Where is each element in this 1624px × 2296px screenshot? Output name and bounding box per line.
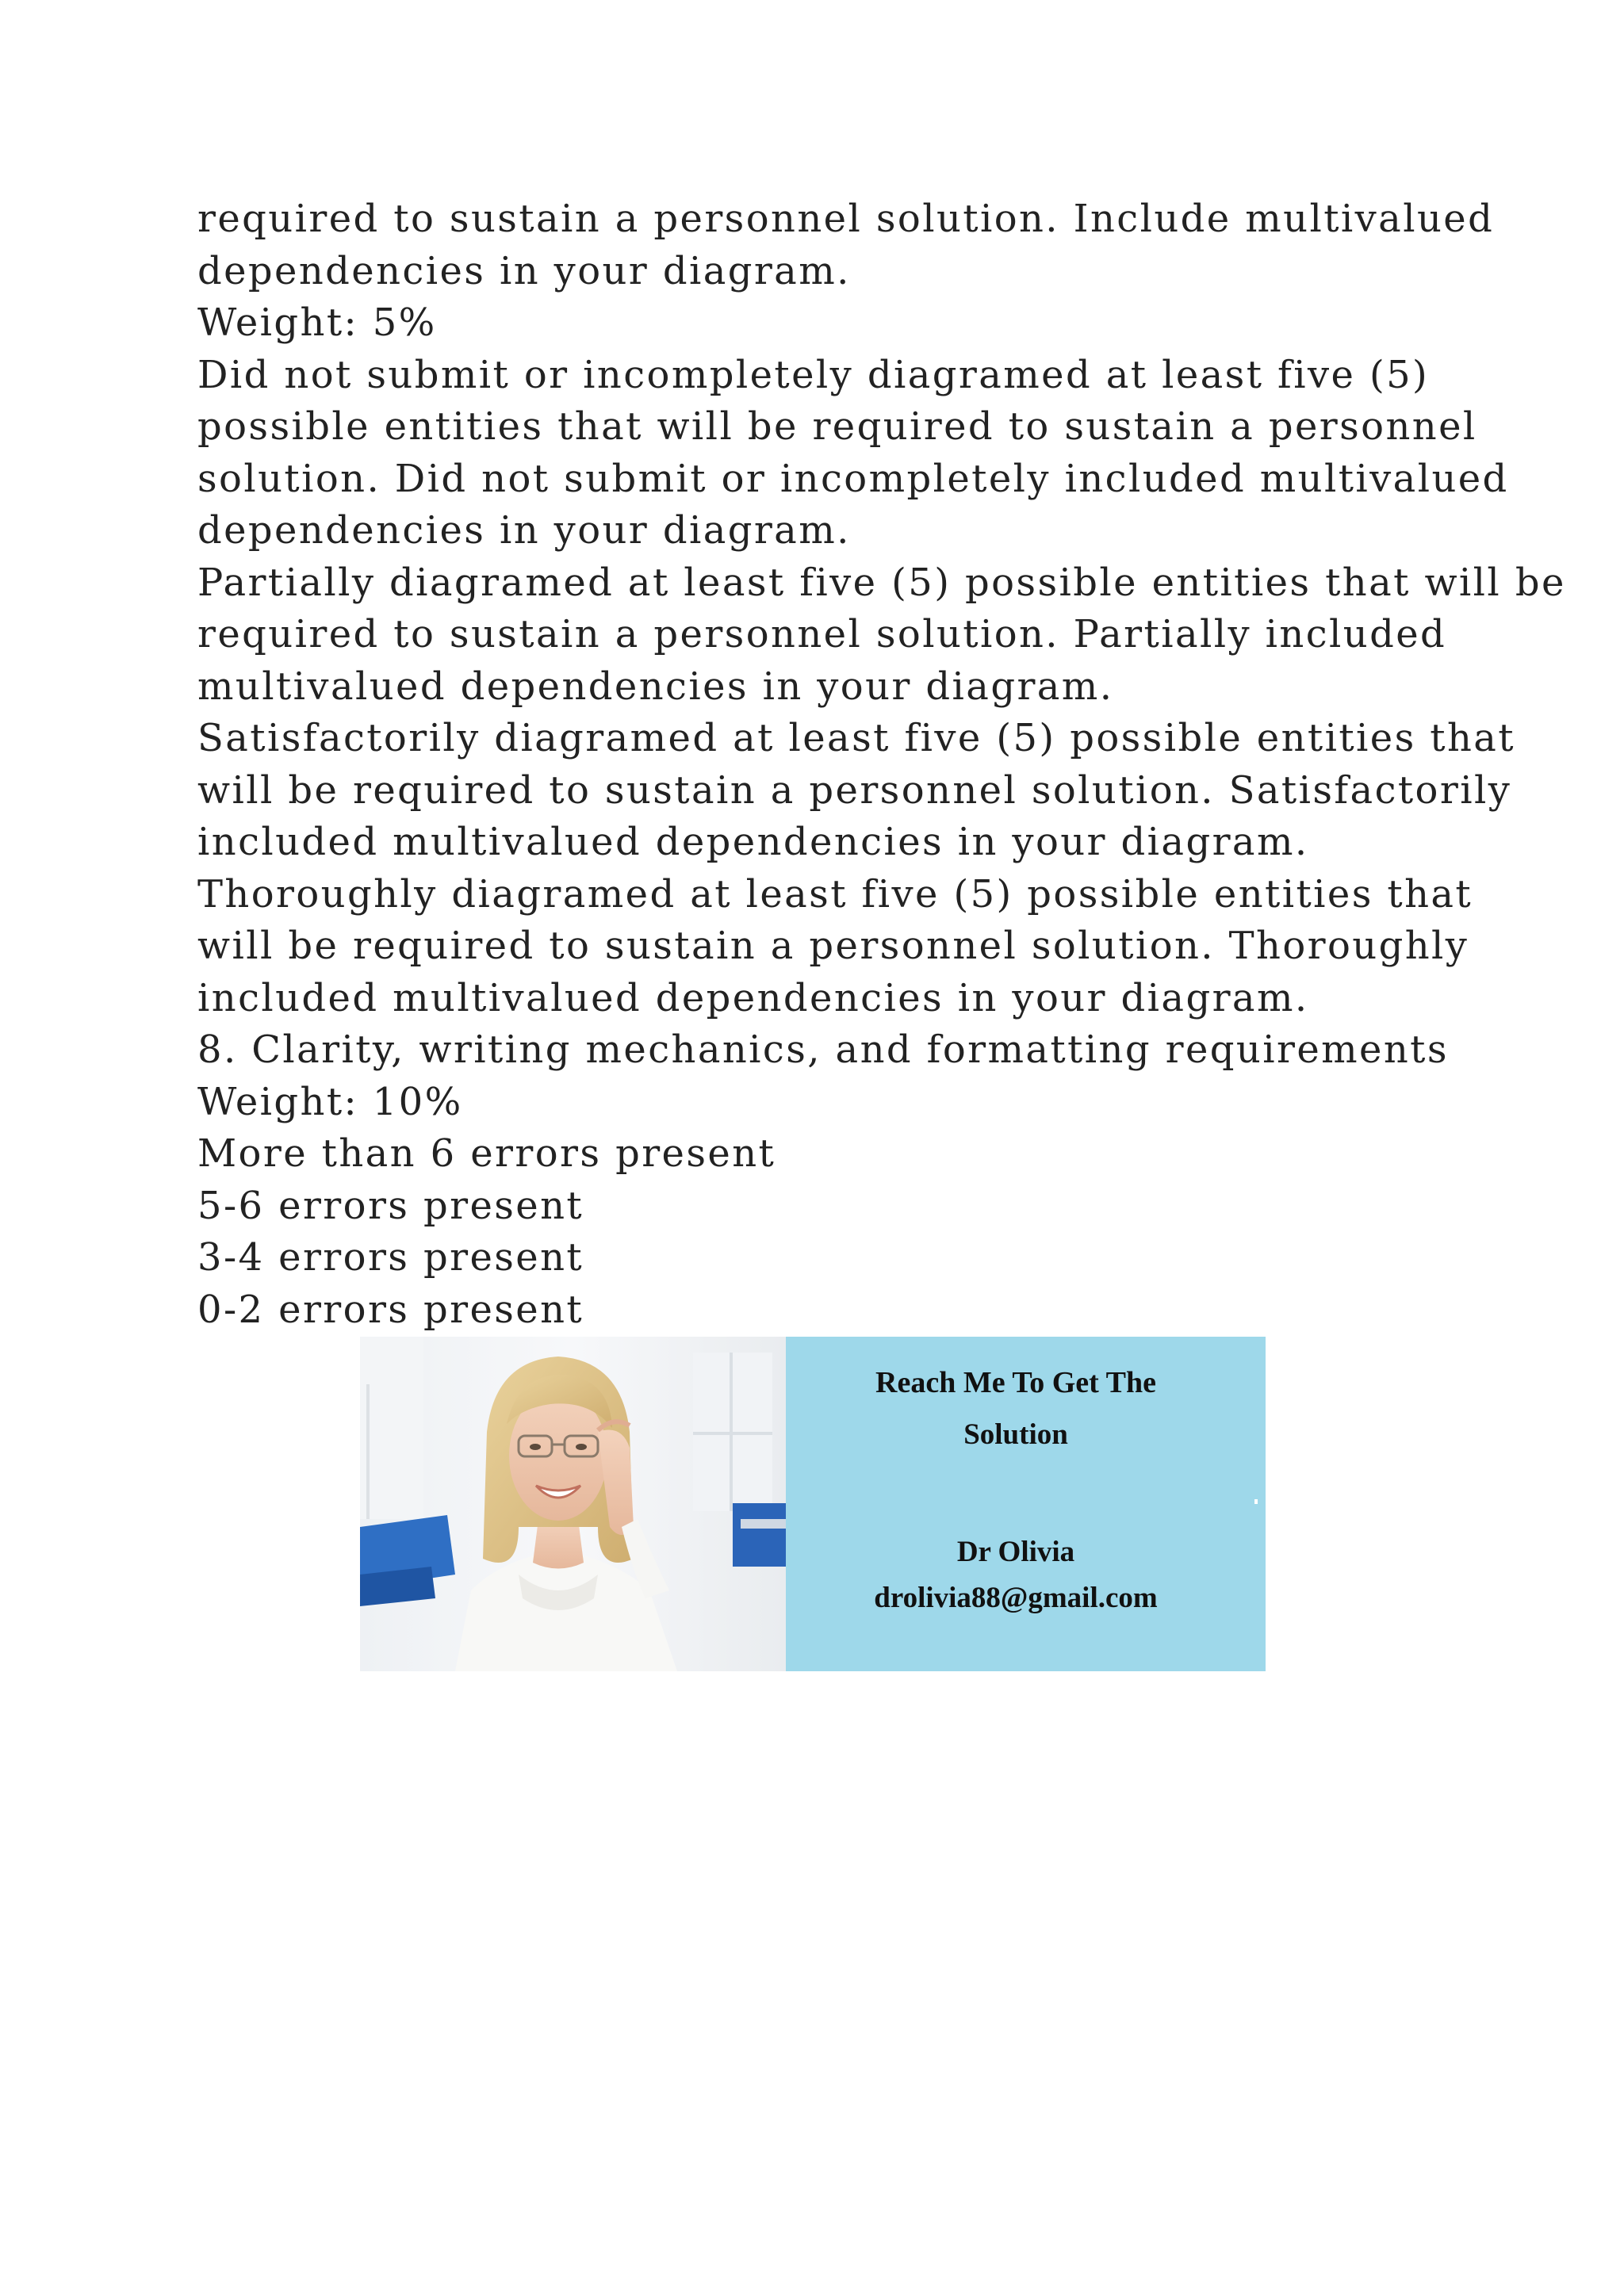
text-line: required to sustain a personnel solution. Include multivalued	[197, 197, 1495, 241]
panel-dot	[1254, 1499, 1258, 1504]
text-line: Weight: 5%	[197, 300, 437, 345]
contact-email: drolivia88@gmail.com	[874, 1582, 1158, 1614]
contact-info-panel	[786, 1337, 1266, 1671]
text-line: More than 6 errors present	[197, 1131, 776, 1176]
text-line: dependencies in your diagram.	[197, 508, 851, 553]
text-line: included multivalued dependencies in your diagram.	[197, 820, 1309, 864]
text-line: 8. Clarity, writing mechanics, and formatting requirements	[197, 1027, 1449, 1072]
text-line: 0-2 errors present	[197, 1287, 584, 1332]
text-line: Weight: 10%	[197, 1079, 463, 1124]
banner-heading-line2: Solution	[963, 1418, 1068, 1451]
text-line: Satisfactorily diagramed at least five (5) possible entities that	[197, 716, 1515, 760]
text-line: will be required to sustain a personnel solution. Thoroughly	[197, 924, 1469, 968]
text-line: Thoroughly diagramed at least five (5) possible entities that	[197, 871, 1473, 916]
woman-portrait-photo	[360, 1337, 786, 1671]
text-line: solution. Did not submit or incompletely included multivalued	[197, 456, 1509, 501]
text-line: Partially diagramed at least five (5) possible entities that will be	[197, 560, 1566, 605]
text-line: required to sustain a personnel solution. Partially included	[197, 612, 1447, 656]
body-text	[197, 193, 1566, 1336]
text-line: Did not submit or incompletely diagramed at least five (5)	[197, 352, 1430, 397]
text-line: included multivalued dependencies in your diagram.	[197, 975, 1309, 1020]
contact-name: Dr Olivia	[956, 1536, 1075, 1568]
text-line: 5-6 errors present	[197, 1183, 584, 1228]
banner-heading-line1: Reach Me To Get The	[875, 1366, 1156, 1399]
text-line: multivalued dependencies in your diagram.	[197, 664, 1114, 709]
text-line: will be required to sustain a personnel solution. Satisfactorily	[197, 767, 1512, 813]
text-line: possible entities that will be required to sustain a personnel	[197, 404, 1477, 449]
contact-banner	[360, 1337, 1266, 1671]
text-line: dependencies in your diagram.	[197, 248, 851, 293]
text-line: 3-4 errors present	[197, 1235, 584, 1280]
